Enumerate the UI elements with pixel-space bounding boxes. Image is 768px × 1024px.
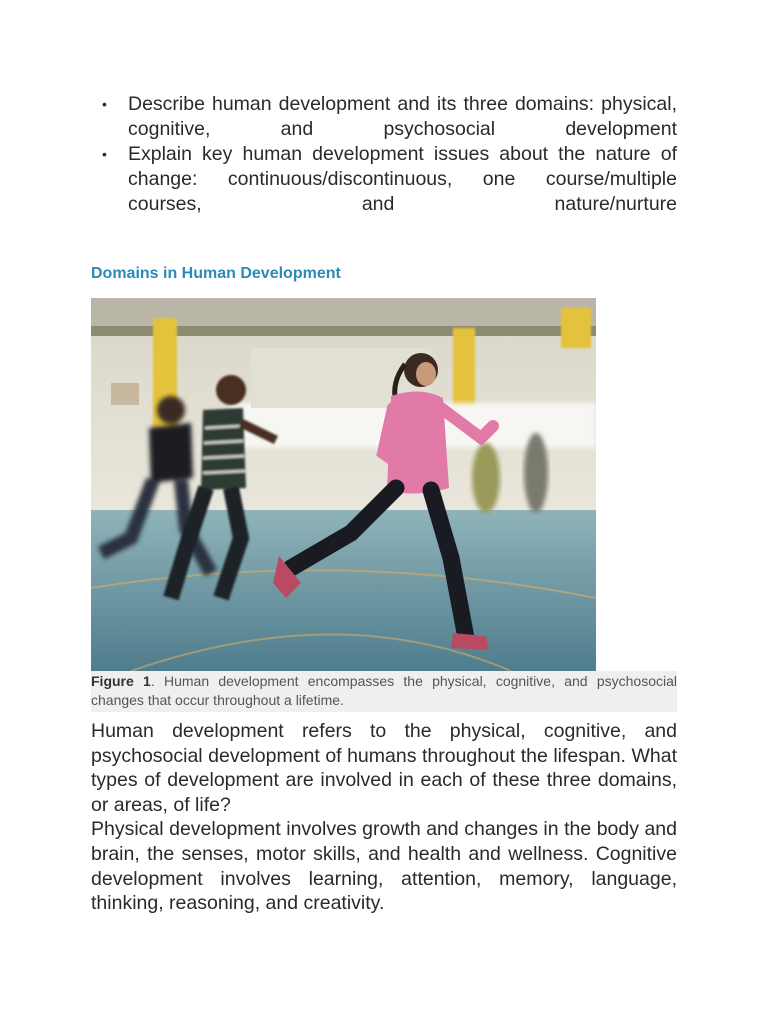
section-heading: Domains in Human Development [91,265,341,282]
document-page [91,92,677,916]
figure-caption [91,671,677,712]
bullet-icon: • [102,96,107,112]
bullet-icon: • [102,146,107,162]
figure-label: Figure 1 [91,673,151,689]
figure [91,298,677,712]
figure-caption-text: . Human development encompasses the physical, cognitive, and psychosocial changes that occur throughout a lifetime. [91,673,677,708]
objective-text: Describe human development and its three domains: physical, cognitive, and psychosocial development [128,93,677,140]
body-paragraph: Physical development involves growth and changes in the body and brain, the senses, motor skills, and health and wellness. Cognitive development involves learning, attention, memory, language, thinking, reasoning, and creativity. [91,818,677,915]
objective-item [91,142,677,217]
objective-item [91,92,677,142]
objective-text: Explain key human development issues about the nature of change: continuous/discontinuous, one course/multiple courses, and nature/nurture [128,143,677,215]
running-children-photo [91,298,596,671]
body-text [91,719,677,916]
body-paragraph: Human development refers to the physical, cognitive, and psychosocial development of humans throughout the lifespan. What types of development are involved in each of these three domains, or areas, of life? [91,720,677,816]
learning-objectives-list [91,92,677,217]
